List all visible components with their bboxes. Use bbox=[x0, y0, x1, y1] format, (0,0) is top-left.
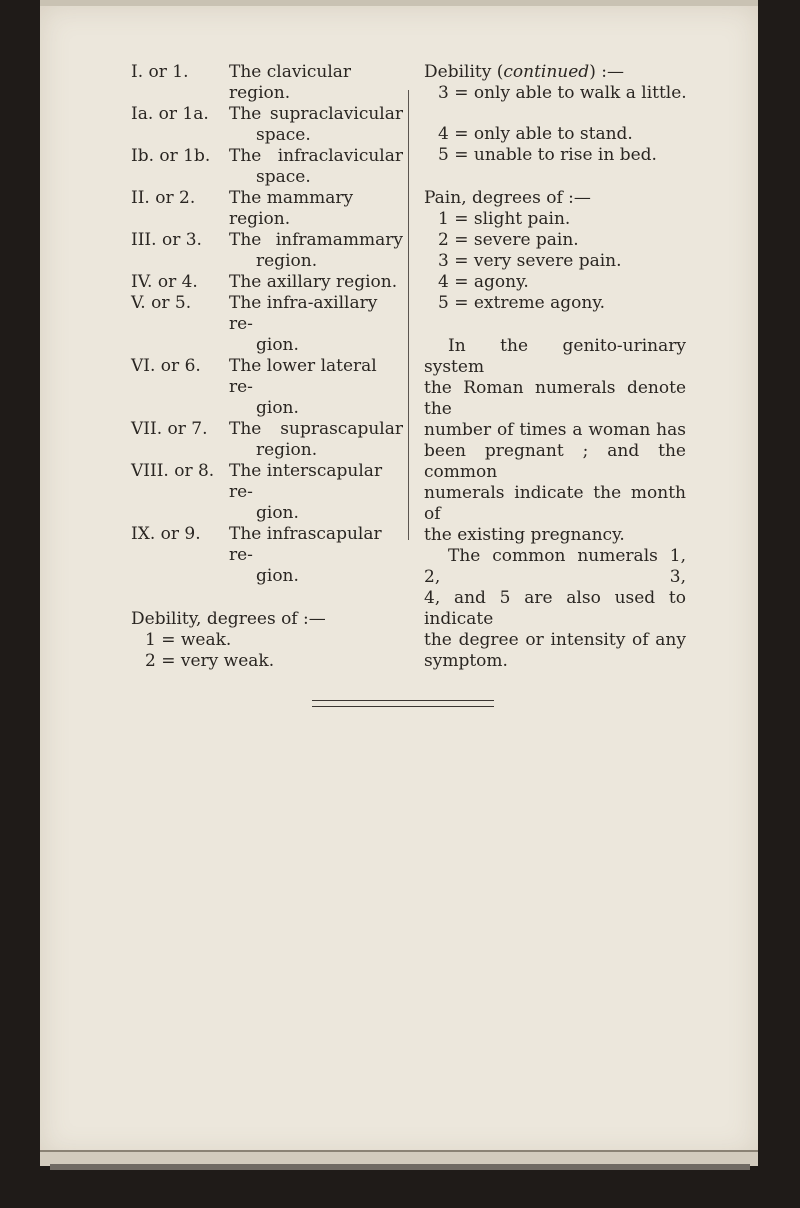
region-word: infraclavicular bbox=[277, 146, 403, 166]
region-word: The bbox=[229, 419, 262, 439]
column-divider bbox=[408, 90, 409, 540]
pain-item-5: 5 = extreme agony. bbox=[438, 293, 606, 313]
region-number: IV. or 4. bbox=[131, 272, 198, 292]
region-row bbox=[131, 419, 403, 461]
region-number: VIII. or 8. bbox=[131, 461, 215, 481]
region-description bbox=[229, 188, 403, 230]
region-word: inframammary bbox=[275, 230, 403, 250]
region-number: VII. or 7. bbox=[131, 419, 208, 439]
genito-urinary-paragraph bbox=[424, 336, 686, 546]
region-number: II. or 2. bbox=[131, 188, 196, 208]
region-number: III. or 3. bbox=[131, 230, 202, 250]
region-row bbox=[131, 272, 403, 293]
region-continuation: space. bbox=[256, 167, 311, 187]
debility-item-4: 4 = only able to stand. bbox=[438, 124, 633, 144]
region-row bbox=[131, 188, 403, 230]
region-description bbox=[229, 524, 403, 587]
region-description bbox=[229, 293, 403, 356]
debility-item-3: 3 = only able to walk a little. bbox=[438, 83, 687, 103]
region-number: V. or 5. bbox=[131, 293, 192, 313]
region-number: IX. or 9. bbox=[131, 524, 201, 544]
region-continuation: region. bbox=[256, 251, 318, 271]
debility-item-1: 1 = weak. bbox=[145, 630, 232, 650]
region-word: The infra-axillary re- bbox=[229, 293, 378, 334]
region-row bbox=[131, 62, 403, 104]
region-row bbox=[131, 104, 403, 146]
region-continuation: region. bbox=[256, 440, 318, 460]
debility-item-5: 5 = unable to rise in bed. bbox=[438, 145, 657, 165]
paragraph-line: the degree or intensity of any bbox=[424, 630, 686, 650]
common-numerals-paragraph bbox=[424, 546, 686, 672]
paragraph-line: number of times a woman has bbox=[424, 420, 686, 440]
left-column bbox=[131, 62, 403, 672]
double-rule-divider bbox=[312, 700, 494, 707]
region-row bbox=[131, 524, 403, 587]
region-word: The bbox=[229, 104, 262, 124]
debility-continued-heading: Debility (continued) :— bbox=[424, 62, 624, 82]
region-continuation: gion. bbox=[256, 503, 299, 523]
pain-heading: Pain, degrees of :— bbox=[424, 188, 591, 208]
region-continuation: gion. bbox=[256, 566, 299, 586]
region-word: The interscapular re- bbox=[229, 461, 383, 502]
region-list bbox=[131, 62, 403, 587]
paragraph-line: numerals indicate the month of bbox=[424, 483, 686, 524]
region-row bbox=[131, 146, 403, 188]
pain-item-1: 1 = slight pain. bbox=[438, 209, 571, 229]
region-number: Ib. or 1b. bbox=[131, 146, 211, 166]
region-word: The bbox=[229, 146, 262, 166]
region-row bbox=[131, 356, 403, 419]
region-row bbox=[131, 230, 403, 272]
region-description bbox=[229, 272, 403, 293]
region-continuation: gion. bbox=[256, 335, 299, 355]
region-word: The axillary region. bbox=[229, 272, 398, 292]
region-description bbox=[229, 104, 403, 146]
paragraph-line: the Roman numerals denote the bbox=[424, 378, 686, 419]
region-continuation: gion. bbox=[256, 398, 299, 418]
region-word: supraclavicular bbox=[269, 104, 403, 124]
region-number: VI. or 6. bbox=[131, 356, 201, 376]
region-description bbox=[229, 230, 403, 272]
pain-item-3: 3 = very severe pain. bbox=[438, 251, 622, 271]
region-number: I. or 1. bbox=[131, 62, 189, 82]
region-word: The clavicular region. bbox=[229, 62, 352, 103]
region-continuation: space. bbox=[256, 125, 311, 145]
paragraph-line: symptom. bbox=[424, 651, 508, 671]
paragraph-line: 4, and 5 are also used to indicate bbox=[424, 588, 686, 629]
binding-edge bbox=[50, 1164, 750, 1170]
debility-heading: Debility, degrees of :— bbox=[131, 609, 326, 629]
region-description bbox=[229, 419, 403, 461]
region-number: Ia. or 1a. bbox=[131, 104, 209, 124]
right-column bbox=[424, 62, 686, 672]
region-row bbox=[131, 293, 403, 356]
debility-item-2: 2 = very weak. bbox=[145, 651, 275, 671]
region-row bbox=[131, 461, 403, 524]
region-word: The infrascapular re- bbox=[229, 524, 382, 565]
pain-item-2: 2 = severe pain. bbox=[438, 230, 579, 250]
region-description bbox=[229, 461, 403, 524]
region-description bbox=[229, 356, 403, 419]
region-word: suprascapular bbox=[280, 419, 403, 439]
region-word: The lower lateral re- bbox=[229, 356, 377, 397]
region-word: The bbox=[229, 230, 262, 250]
paragraph-line: the existing pregnancy. bbox=[424, 525, 625, 545]
region-description bbox=[229, 62, 403, 104]
region-description bbox=[229, 146, 403, 188]
paragraph-line: In the genito-urinary system bbox=[424, 336, 686, 377]
paragraph-line: been pregnant ; and the common bbox=[424, 441, 686, 482]
paragraph-line: The common numerals 1, 2, 3, bbox=[424, 546, 686, 587]
region-word: The mammary region. bbox=[229, 188, 354, 229]
pain-item-4: 4 = agony. bbox=[438, 272, 529, 292]
